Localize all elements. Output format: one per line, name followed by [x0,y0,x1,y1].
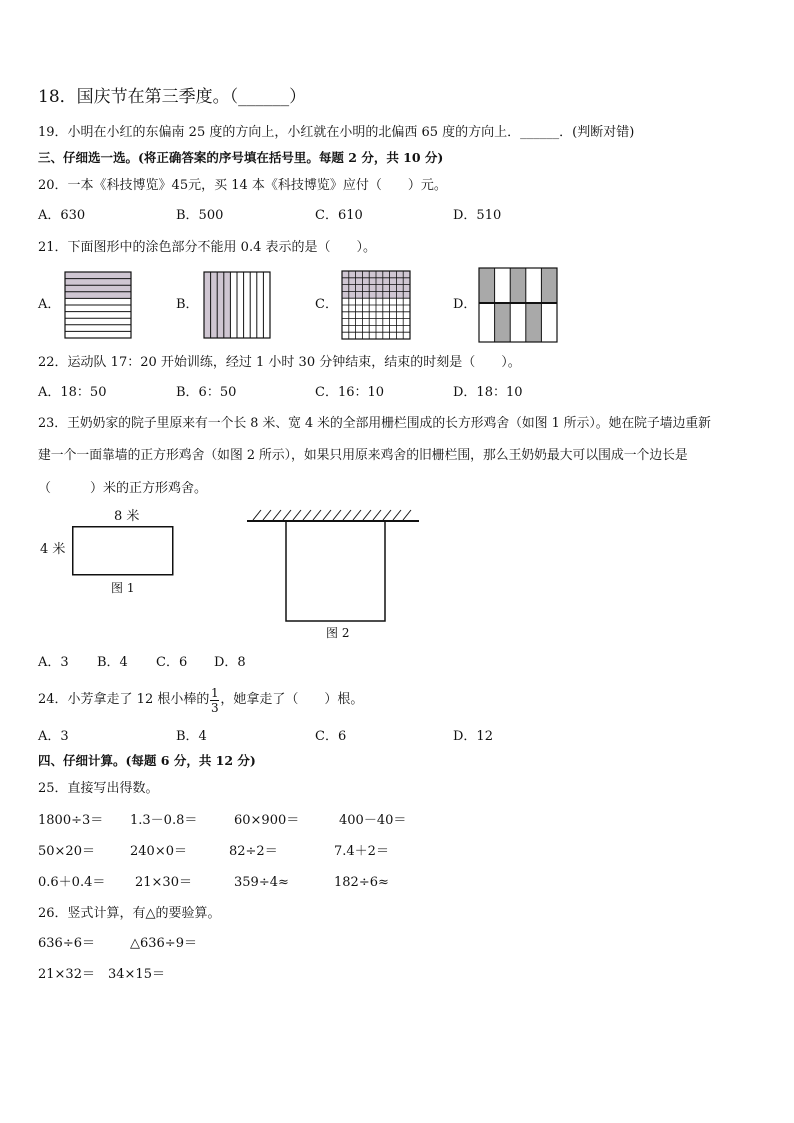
calc-item: 60×900＝ [234,813,300,828]
vertical-calc-item: △636÷9＝ [130,936,197,951]
q21-option-c: C． [315,297,338,312]
question-18: 18．国庆节在第三季度。（______） [38,87,307,107]
section-3-heading: 三、仔细选一选。(将正确答案的序号填在括号里。每题 2 分，共 10 分) [38,150,444,165]
q22-option-a: A．18：50 [38,385,107,400]
calc-item: 240×0＝ [130,844,187,859]
q24-option-d: D．12 [453,729,493,744]
q21-option-b: B． [176,297,199,312]
q20-option-c: C．610 [315,208,363,223]
question-23-line-1: 23．王奶奶家的院子里原来有一个长 8 米、宽 4 米的全部用栅栏围成的长方形鸡舍（如图 1 所示）。她在院子墙边重新 [38,416,711,431]
calc-item: 7.4＋2＝ [334,844,389,859]
q23-option-d: D．8 [214,655,246,670]
question-22-stem: 22．运动队 17：20 开始训练，经过 1 小时 30 分钟结束，结束的时刻是（ ）。 [38,355,521,370]
question-21-stem: 21．下面图形中的涂色部分不能用 0.4 表示的是（ ）。 [38,240,376,255]
calc-item: 21×30＝ [135,875,192,890]
fig2-wall-square [247,508,419,624]
question-25-stem: 25．直接写出得数。 [38,781,159,796]
vertical-calc-item: 636÷6＝ [38,936,95,951]
q22-option-d: D．18：10 [453,385,523,400]
q23-option-b: B．4 [97,655,128,670]
q23-option-a: A．3 [38,655,69,670]
calc-item: 82÷2＝ [229,844,278,859]
q23-option-c: C．6 [156,655,188,670]
fig2-caption: 图 2 [326,626,350,640]
q24-stem-before: 24．小芳拿走了 12 根小棒的 [38,692,210,707]
fig1-width-label: 4 米 [40,542,66,557]
question-20-stem: 20．一本《科技博览》45元，买 14 本《科技博览》应付（ ）元。 [38,178,447,193]
question-24-stem [38,686,363,713]
fig1-caption: 图 1 [111,581,135,595]
fraction-numerator: 1 [211,686,219,700]
calc-item: 0.6＋0.4＝ [38,875,106,890]
calc-item: 1800÷3＝ [38,813,104,828]
calc-item: 359÷4≈ [234,875,289,890]
fig1-length-label: 8 米 [114,509,140,524]
q20-option-d: D．510 [453,208,502,223]
q21-figure-d [479,268,557,342]
q21-figure-b [204,272,270,338]
question-23-line-2: 建一个一面靠墙的正方形鸡舍（如图 2 所示），如果只用原来鸡舍的旧栅栏围，那么王奶奶最大可以围成一个边长是 [38,448,688,463]
question-23-line-3: （ ）米的正方形鸡舍。 [38,481,208,496]
question-26-stem: 26．竖式计算，有△的要验算。 [38,906,221,921]
one-third-fraction [210,687,219,714]
question-19: 19．小明在小红的东偏南 25 度的方向上，小红就在小明的北偏西 65 度的方向上．______．(判断对错) [38,125,635,140]
q24-option-c: C．6 [315,729,347,744]
calc-item: 182÷6≈ [334,875,389,890]
q21-figure-c [342,271,410,339]
q21-option-a: A． [38,297,61,312]
q22-option-b: B．6：50 [176,385,237,400]
vertical-calc-item: 34×15＝ [108,967,165,982]
q21-option-d: D． [453,297,477,312]
q20-option-a: A．630 [38,208,86,223]
q20-option-b: B．500 [176,208,224,223]
calc-item: 400－40＝ [339,813,407,828]
calc-item: 50×20＝ [38,844,95,859]
q24-stem-after: ，她拿走了（ ）根。 [220,692,364,707]
q22-option-c: C．16：10 [315,385,385,400]
q24-option-a: A．3 [38,729,69,744]
q21-figure-a [65,272,131,338]
q24-option-b: B．4 [176,729,207,744]
vertical-calc-item: 21×32＝ [38,967,95,982]
section-4-heading: 四、仔细计算。(每题 6 分，共 12 分) [38,753,256,768]
calc-item: 1.3－0.8＝ [130,813,198,828]
fig1-rectangle [72,526,174,576]
fraction-denominator: 3 [211,701,219,715]
